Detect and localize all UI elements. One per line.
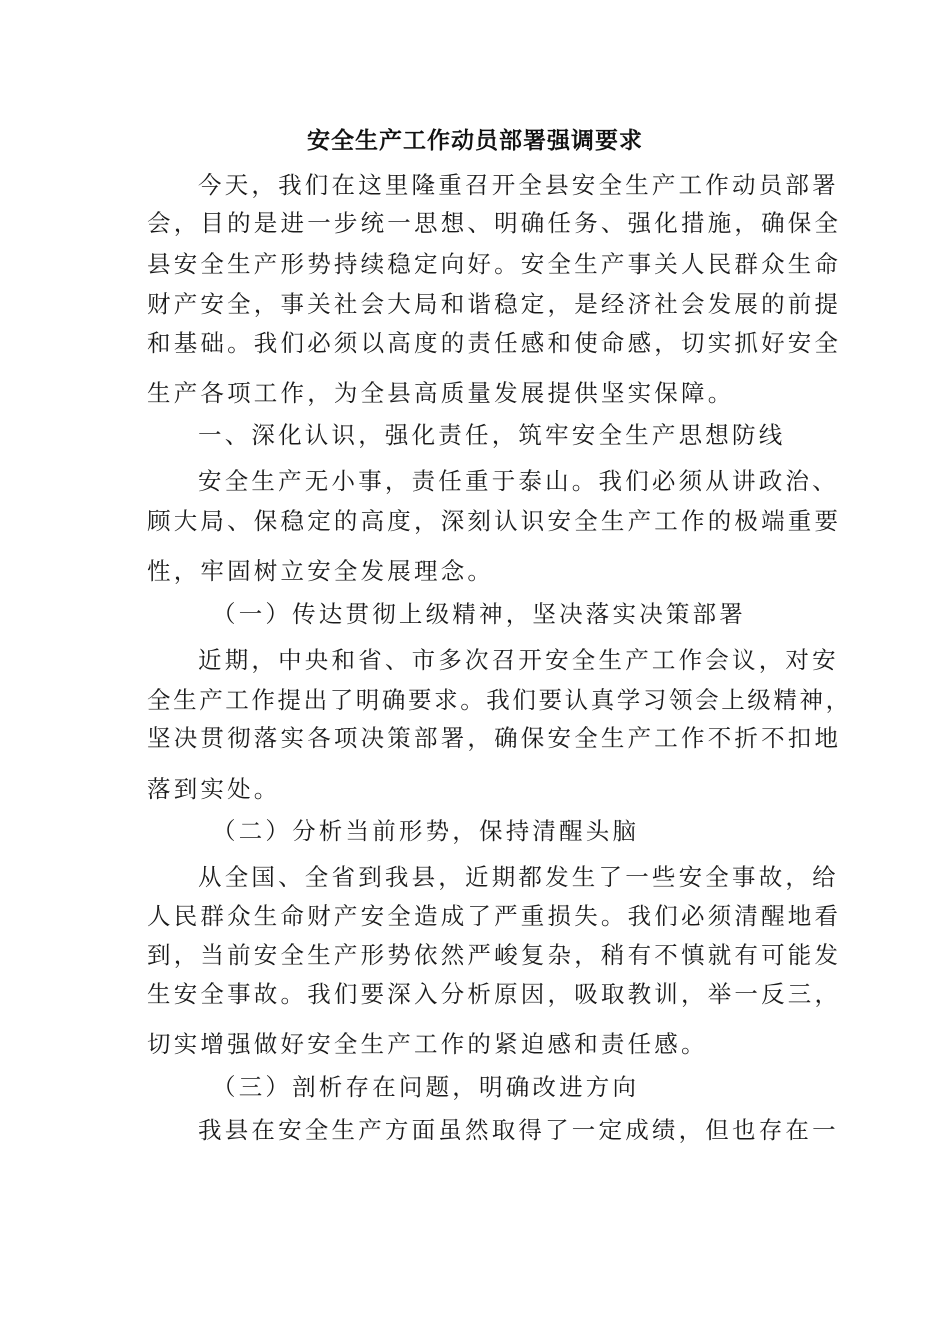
paragraph-line: 安全生产无小事，责任重于泰山。我们必须从讲政治、 [198, 467, 839, 495]
paragraph-line: 性，牢固树立安全发展理念。 [147, 557, 495, 585]
paragraph-line: 切实增强做好安全生产工作的紧迫感和责任感。 [147, 1030, 708, 1058]
paragraph-line: 财产安全，事关社会大局和谐稳定，是经济社会发展的前提 [147, 290, 842, 318]
document-title: 安全生产工作动员部署强调要求 [307, 127, 643, 154]
paragraph-line: 到，当前安全生产形势依然严峻复杂，稍有不慎就有可能发 [147, 941, 842, 969]
paragraph-line: 全生产工作提出了明确要求。我们要认真学习领会上级精神， [147, 686, 852, 714]
paragraph-line: 生产各项工作，为全县高质量发展提供坚实保障。 [147, 379, 735, 407]
paragraph-line: 我县在安全生产方面虽然取得了一定成绩，但也存在一 [198, 1116, 839, 1144]
paragraph-line: 从全国、全省到我县，近期都发生了一些安全事故，给 [198, 863, 839, 891]
paragraph-line: 顾大局、保稳定的高度，深刻认识安全生产工作的极端重要 [147, 507, 842, 535]
paragraph-line: 落到实处。 [147, 775, 281, 803]
paragraph-line: 近期，中央和省、市多次召开安全生产工作会议，对安 [198, 646, 839, 674]
paragraph-line: 今天，我们在这里隆重召开全县安全生产工作动员部署 [198, 171, 839, 199]
subsection-heading: （一）传达贯彻上级精神，坚决落实决策部署 [212, 600, 746, 628]
paragraph-line: 人民群众生命财产安全造成了严重损失。我们必须清醒地看 [147, 902, 842, 930]
paragraph-line: 和基础。我们必须以高度的责任感和使命感，切实抓好安全 [147, 329, 842, 357]
subsection-heading: （三）剖析存在问题，明确改进方向 [212, 1073, 640, 1101]
paragraph-line: 会，目的是进一步统一思想、明确任务、强化措施，确保全 [147, 209, 842, 237]
subsection-heading: （二）分析当前形势，保持清醒头脑 [212, 817, 640, 845]
paragraph-line: 县安全生产形势持续稳定向好。安全生产事关人民群众生命 [147, 250, 842, 278]
paragraph-line: 生安全事故。我们要深入分析原因，吸取教训，举一反三， [147, 980, 842, 1008]
section-heading: 一、深化认识，强化责任，筑牢安全生产思想防线 [198, 421, 786, 449]
paragraph-line: 坚决贯彻落实各项决策部署，确保安全生产工作不折不扣地 [147, 724, 842, 752]
